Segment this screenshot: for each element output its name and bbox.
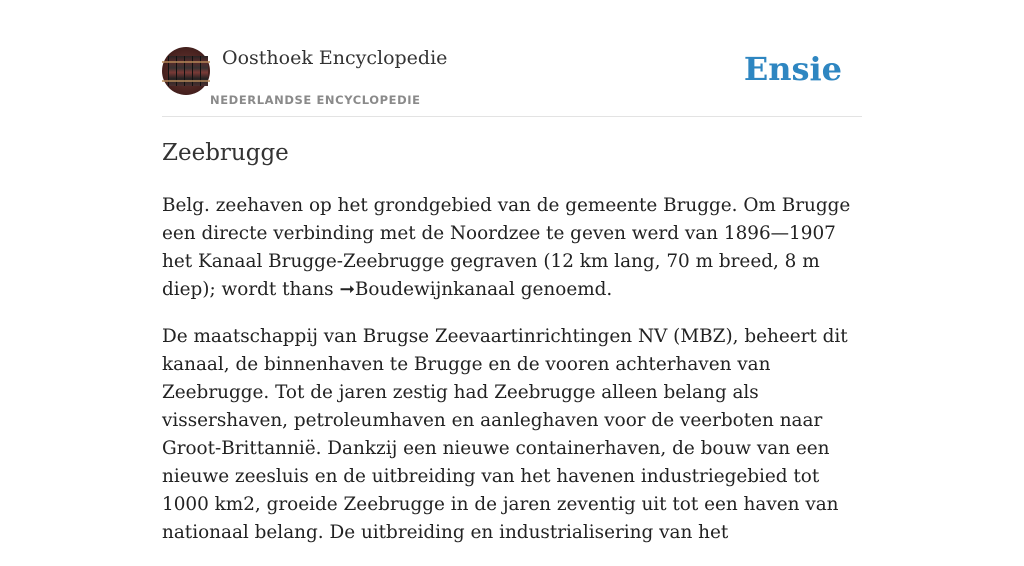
- article-paragraph: De maatschappij van Brugse Zeevaartinrichtingen NV (MBZ), beheert dit kanaal, de binnenhaven te Brugge en de vooren achterhaven van Zeebrugge. Tot de jaren zestig had Zeebrugge alleen belang als vissershaven, petroleumhaven en aanleghaven voor de veerboten naar Groot-Brittannië. Dankzij een nieuwe containerhaven, de bouw van een nieuwe zeesluis en de uitbreiding van het havenen industriegebied tot 1000 km2, groeide Zeebrugge in de jaren zeventig uit tot een haven van nationaal belang. De uitbreiding en industrialisering van het: [162, 326, 848, 543]
- site-header: [162, 0, 862, 117]
- book-band: [162, 80, 210, 82]
- ensie-logo-link[interactable]: Ensie: [743, 50, 842, 88]
- article-body: [162, 192, 862, 566]
- encyclopedia-avatar[interactable]: [162, 47, 210, 95]
- article-paragraph: Belg. zeehaven op het grondgebied van de gemeente Brugge. Om Brugge een directe verbinding met de Noordzee te geven werd van 1896—1907 het Kanaal Brugge-Zeebrugge gegraven (12 km lang, 70 m breed, 8 m diep); wordt thans ➞Boudewijnkanaal genoemd.: [162, 195, 851, 300]
- article-title: Zeebrugge: [162, 140, 289, 166]
- encyclopedia-subtitle: NEDERLANDSE ENCYCLOPEDIE: [210, 93, 421, 107]
- encyclopedia-name-link[interactable]: Oosthoek Encyclopedie: [222, 47, 448, 69]
- book-band: [162, 61, 210, 63]
- page-container: [162, 0, 862, 543]
